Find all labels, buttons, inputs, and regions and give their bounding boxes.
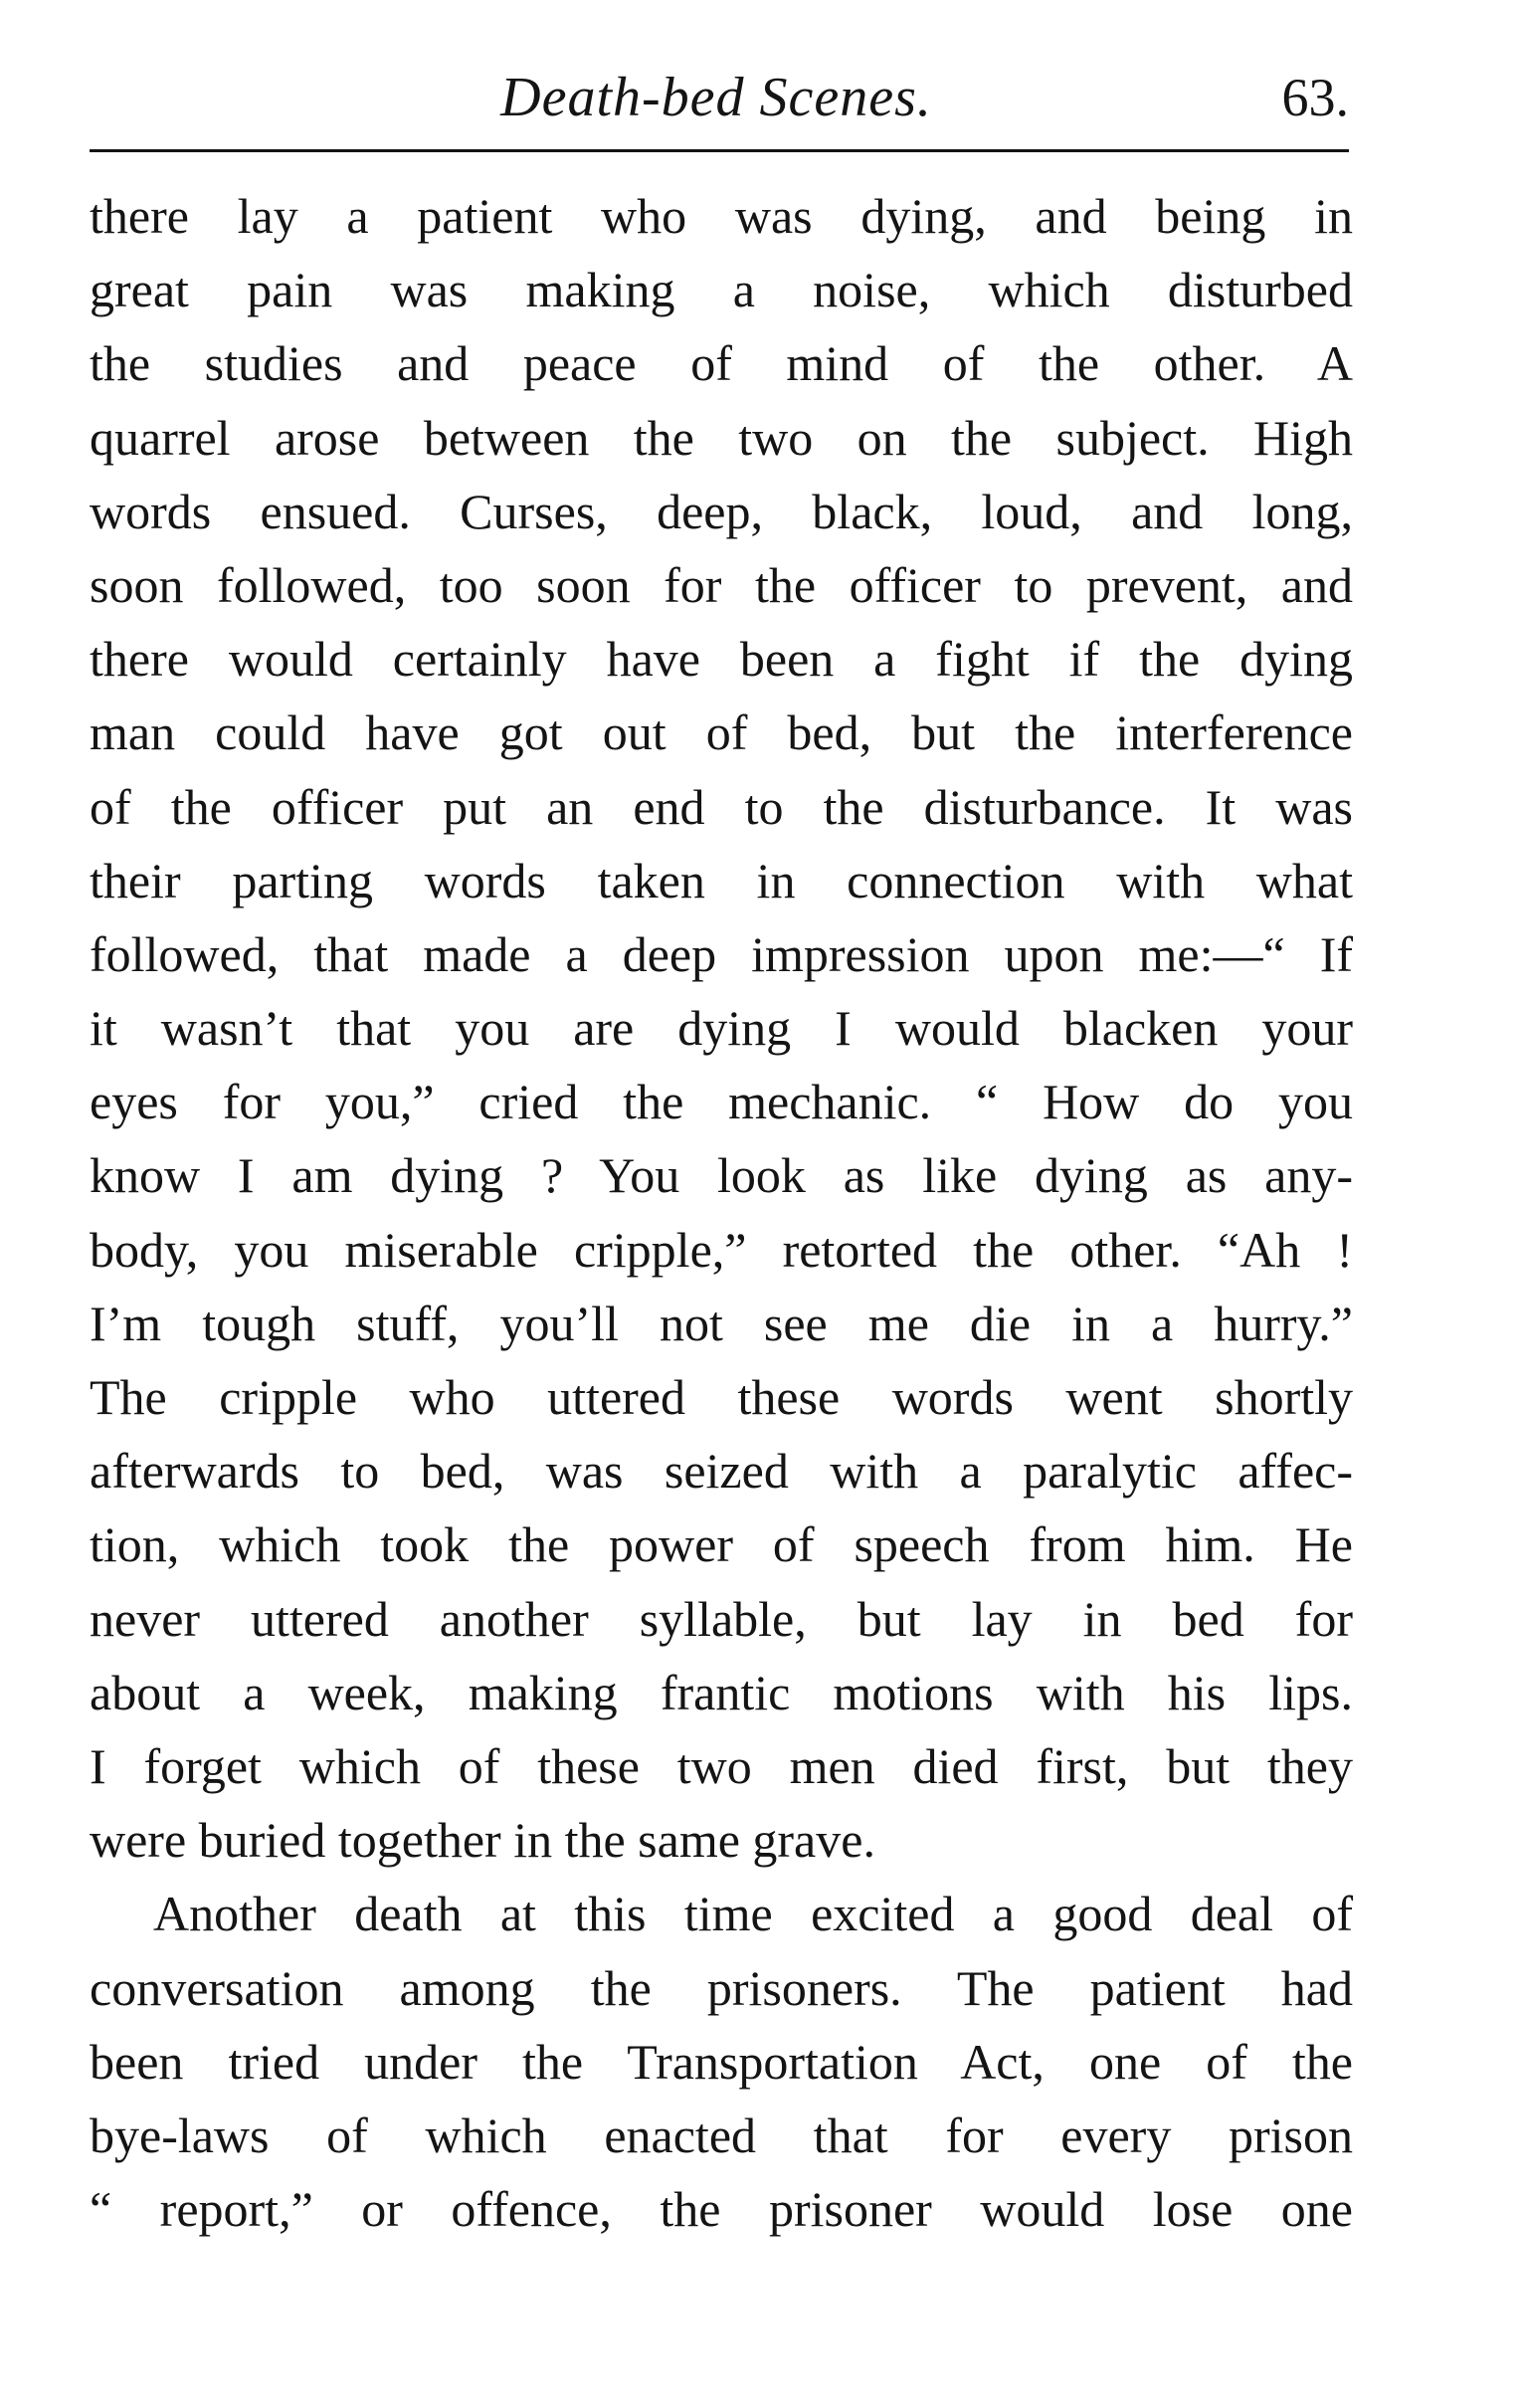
text-line: their parting words taken in connection with what <box>90 852 1353 908</box>
page-number: 63. <box>1281 68 1349 127</box>
text-line: bye-laws of which enacted that for every prison <box>90 2107 1353 2163</box>
text-line: soon followed, too soon for the officer to prevent, and <box>90 556 1353 613</box>
text-line: “ report,” or offence, the prisoner would lose one <box>90 2181 1353 2238</box>
text-line: great pain was making a noise, which disturbed <box>90 262 1353 318</box>
text-line: about a week, making frantic motions with his lips. <box>90 1664 1353 1720</box>
text-line: Another death at this time excited a good deal of <box>153 1886 1353 1942</box>
header-rule <box>90 149 1349 152</box>
text-line: tion, which took the power of speech from him. He <box>90 1516 1353 1573</box>
text-line: it wasn’t that you are dying I would blacken your <box>90 1000 1353 1057</box>
text-line: quarrel arose between the two on the subject. High <box>90 409 1353 466</box>
text-line: were buried together in the same grave. <box>90 1812 875 1869</box>
text-line: words ensued. Curses, deep, black, loud, and long, <box>90 483 1353 539</box>
text-line: the studies and peace of mind of the other. A <box>90 335 1353 392</box>
text-line: I’m tough stuff, you’ll not see me die in a hurry.” <box>90 1295 1353 1351</box>
running-title: Death-bed Scenes. <box>500 67 932 128</box>
text-line: The cripple who uttered these words went shortly <box>90 1369 1353 1425</box>
running-head <box>90 58 1349 147</box>
text-line: of the officer put an end to the disturbance. It was <box>90 778 1353 835</box>
text-line: afterwards to bed, was seized with a paralytic affec- <box>90 1443 1353 1500</box>
text-line: there lay a patient who was dying, and being in <box>90 188 1353 244</box>
text-line: eyes for you,” cried the mechanic. “ How do you <box>90 1074 1353 1130</box>
text-line: been tried under the Transportation Act, one of the <box>90 2033 1353 2090</box>
text-line: there would certainly have been a fight if the dying <box>90 631 1353 688</box>
paragraph-2 <box>90 1877 1353 2246</box>
text-line: never uttered another syllable, but lay in bed for <box>90 1590 1353 1647</box>
body-text <box>90 179 1353 2246</box>
text-line: I forget which of these two men died first, but they <box>90 1737 1353 1794</box>
text-line: man could have got out of bed, but the interference <box>90 704 1353 761</box>
text-line: followed, that made a deep impression upon me:—“ If <box>90 925 1353 982</box>
text-line: body, you miserable cripple,” retorted the other. “Ah ! <box>90 1221 1353 1278</box>
paragraph-1 <box>90 179 1353 1877</box>
text-line: know I am dying ? You look as like dying as any- <box>90 1147 1353 1204</box>
text-line: conversation among the prisoners. The patient had <box>90 1959 1353 2016</box>
